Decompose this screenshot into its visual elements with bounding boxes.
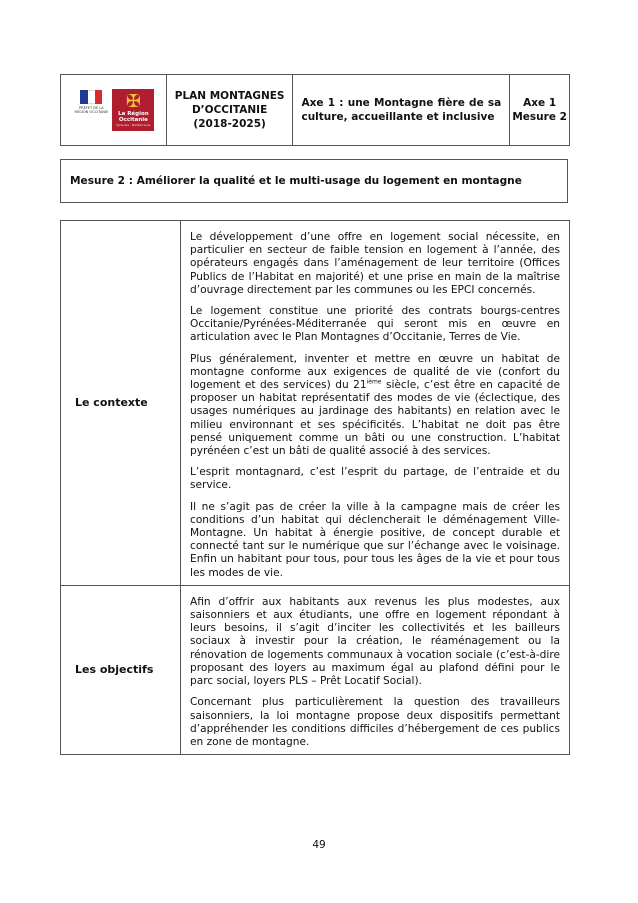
contexte-paragraph-5: Il ne s’agit pas de créer la ville à la campagne mais de créer les conditions d’un habitat qui déclencherait le déménagement Ville-Montagne. Un habitat à énergie positive, de concept durable et connecté tant sur le numérique que sur l’échange avec le voisinage. Enfin un habitant pour tous, pour tous les âges de la vie et pour tous les modes de vie.: [190, 500, 560, 579]
objectifs-paragraph-2: Concernant plus particulièrement la question des travailleurs saisonniers, la loi montagne propose deux dispositifs permettant d’appréhender les conditions difficiles d’hébergement de ces publics en zone de montagne.: [190, 696, 560, 748]
mesure-title: Mesure 2 : Améliorer la qualité et le multi-usage du logement en montagne: [70, 175, 522, 187]
mesure-title-box: [60, 159, 568, 203]
region-occitanie-logo: [112, 89, 154, 131]
region-tagline: Pyrénées - Méditerranée: [116, 123, 151, 127]
plan-title-cell: [166, 75, 293, 146]
region-name: La Région Occitanie: [118, 111, 149, 123]
ordinal-superscript: ième: [366, 378, 382, 386]
objectifs-body: [181, 585, 570, 754]
logos-cell: [61, 75, 167, 146]
french-flag-icon: [80, 90, 102, 104]
contexte-paragraph-4: L’esprit montagnard, c’est l’esprit du partage, de l’entraide et du service.: [190, 466, 560, 492]
contexte-paragraph-3-start: Plus généralement, inventer et mettre en œuvre un habitat de montagne conforme aux exigences de qualité de vie (confort du logement et des services) du 21: [190, 352, 560, 392]
plan-title-line2: D’OCCITANIE: [191, 104, 268, 116]
page-number: 49: [312, 839, 326, 851]
content-table: [60, 220, 570, 755]
contexte-row: [61, 221, 570, 586]
header-table: [60, 74, 570, 146]
contexte-paragraph-3: [190, 353, 560, 459]
objectifs-row: [61, 585, 570, 754]
mesure-number: Mesure 2: [512, 111, 567, 123]
contexte-paragraph-2: Le logement constitue une priorité des contrats bourgs-centres Occitanie/Pyrénées-Méditerranée qui seront mis en œuvre en articulation avec le Plan Montagnes d’Occitanie, Terres de Vie.: [190, 305, 560, 344]
axe-title: Axe 1 : une Montagne fière de sa culture, accueillante et inclusive: [301, 97, 502, 123]
plan-title-line1: PLAN MONTAGNES: [174, 90, 285, 102]
objectifs-paragraph-1: Afin d’offrir aux habitants aux revenus les plus modestes, aux saisonniers et aux étudiants, une offre en logement répondant à leurs besoins, il s’agit d’inciter les collectivités et les bailleurs sociaux à investir pour la création, le réaménagement ou la rénovation de logements communaux à vocation sociale (c’est-à-dire proposant des loyers au maximum égal au plafond défini pour le parc social, loyers PLS – Prêt Locatif Social).: [190, 595, 560, 688]
contexte-body: [181, 221, 570, 586]
republique-francaise-logo: [72, 90, 110, 130]
plan-title-line3: (2018-2025): [193, 118, 266, 130]
logos: [61, 89, 166, 131]
objectifs-label: Les objectifs: [61, 585, 181, 754]
axe-number-cell: [510, 75, 570, 146]
occitan-cross-icon: ✠: [125, 91, 141, 112]
prefet-caption: PRÉFET DE LA RÉGION OCCITANIE: [74, 106, 109, 114]
axe-number: Axe 1: [523, 97, 557, 109]
axe-title-cell: [293, 75, 510, 146]
contexte-paragraph-3-end: siècle, c’est être en capacité de proposer un habitat représentatif des modes de vie (éclectique, des usages numériques au jardinage des habitants) en relation avec le milieu environnant et ses spécificités. L’habitat ne doit pas être pensé uniquement comme un bâti ou une construction. L’habitat pyrénéen c’est un bâti de qualité associé à des services.: [190, 379, 560, 458]
contexte-label: Le contexte: [61, 221, 181, 586]
contexte-paragraph-1: Le développement d’une offre en logement social nécessite, en particulier en secteur de faible tension en logement à l’année, des opérateurs engagés dans l’aménagement de leur territoire (Offices Publics de l’Habitat en majorité) et une prise en main de la maîtrise d’ouvrage directement par les communes ou les EPCI concernés.: [190, 231, 560, 296]
